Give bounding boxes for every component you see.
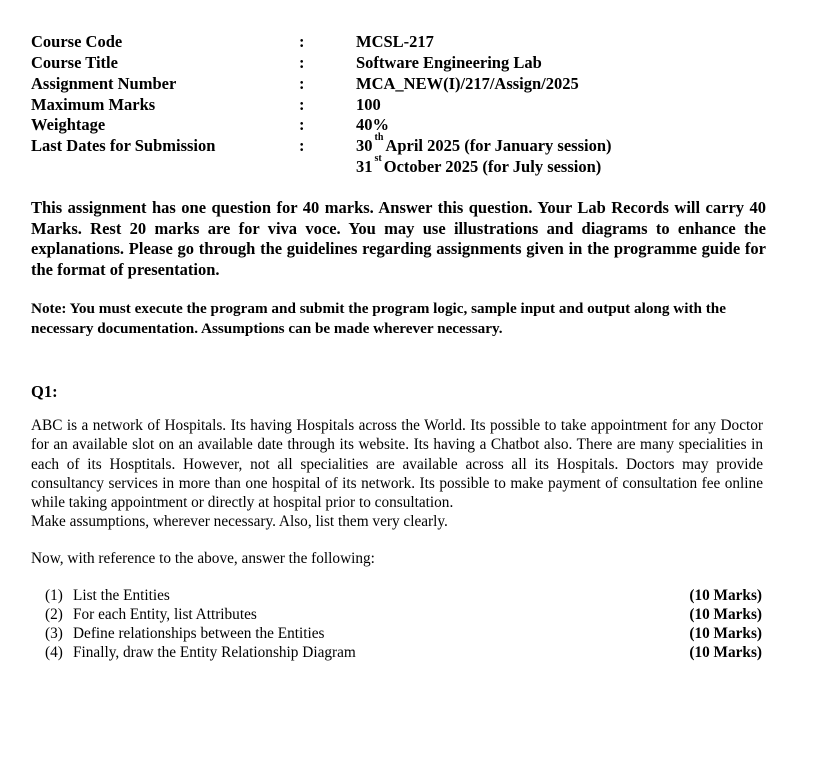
submission-date-july xyxy=(356,153,602,180)
maximum-marks-value: 100 xyxy=(356,95,381,114)
date-suffix: th xyxy=(374,132,384,143)
maximum-marks-label: Maximum Marks xyxy=(31,95,156,114)
weightage-label: Weightage xyxy=(31,115,106,134)
part-marks: (10 Marks) xyxy=(689,625,762,642)
course-code-label: Course Code xyxy=(31,32,123,51)
question-assumptions: Make assumptions, wherever necessary. Also, list them very clearly. xyxy=(31,513,448,531)
instructions-paragraph: This assignment has one question for 40 marks. Answer this question. Your Lab Records will carry 40 Marks. Rest 20 marks are for viva voce. You may use illustrations and diagrams to enhance the explanations. Please go through the guidelines regarding assignments given in the programme guide for the format of presentation. xyxy=(31,198,766,279)
submission-date-row-2 xyxy=(31,153,791,177)
question-scenario: ABC is a network of Hospitals. Its having Hospitals across the World. Its possible to take appointment for any Doctor for an available slot on an available date through its website. Its having a Chatbot also. There are many specialities in each of its Hosptitals. However, not all specialities are available across all its Hospitals. Doctors may provide consultancy services in more than one hospital of its network. Its possible to make payment of consultation fee online while taking appointment or directly at hospital prior to consultation. xyxy=(31,417,763,512)
part-text: List the Entities xyxy=(73,587,170,604)
assignment-number-value: MCA_NEW(I)/217/Assign/2025 xyxy=(356,74,579,93)
submission-date-label: Last Dates for Submission xyxy=(31,136,216,155)
date-day: 30 xyxy=(356,136,373,155)
part-text: Define relationships between the Entities xyxy=(73,625,325,642)
colon-separator: : xyxy=(299,74,305,93)
part-marks: (10 Marks) xyxy=(689,587,762,604)
assignment-number-label: Assignment Number xyxy=(31,74,177,93)
part-number: (1) xyxy=(45,587,63,604)
submission-date-row xyxy=(31,132,791,156)
weightage-value: 40% xyxy=(356,115,389,134)
question-part xyxy=(45,643,762,663)
question-heading: Q1: xyxy=(31,382,58,401)
question-part xyxy=(45,624,762,644)
weightage-row xyxy=(31,114,791,135)
part-number: (3) xyxy=(45,625,63,642)
course-code-row xyxy=(31,31,791,52)
date-rest: October 2025 (for July session) xyxy=(383,157,602,176)
part-number: (2) xyxy=(45,606,63,623)
date-day: 31 xyxy=(356,157,373,176)
date-rest: April 2025 (for January session) xyxy=(385,136,612,155)
colon-separator: : xyxy=(299,95,305,114)
part-marks: (10 Marks) xyxy=(689,606,762,623)
question-part xyxy=(45,586,762,606)
part-number: (4) xyxy=(45,644,63,661)
question-part xyxy=(45,605,762,625)
date-suffix: st xyxy=(374,153,382,164)
part-text: For each Entity, list Attributes xyxy=(73,606,257,623)
assignment-number-row xyxy=(31,73,791,94)
colon-separator: : xyxy=(299,115,305,134)
colon-separator: : xyxy=(299,53,305,72)
part-marks: (10 Marks) xyxy=(689,644,762,661)
course-code-value: MCSL-217 xyxy=(356,32,434,51)
colon-separator: : xyxy=(299,32,305,51)
course-title-value: Software Engineering Lab xyxy=(356,53,542,72)
part-text: Finally, draw the Entity Relationship Diagram xyxy=(73,644,356,661)
course-title-row xyxy=(31,52,791,73)
maximum-marks-row xyxy=(31,94,791,115)
course-title-label: Course Title xyxy=(31,53,118,72)
colon-separator: : xyxy=(299,136,305,155)
question-body xyxy=(31,416,763,532)
note-paragraph: Note: You must execute the program and submit the program logic, sample input and output along with the necessary documentation. Assumptions can be made wherever necessary. xyxy=(31,300,726,337)
question-intro: Now, with reference to the above, answer the following: xyxy=(31,550,375,567)
